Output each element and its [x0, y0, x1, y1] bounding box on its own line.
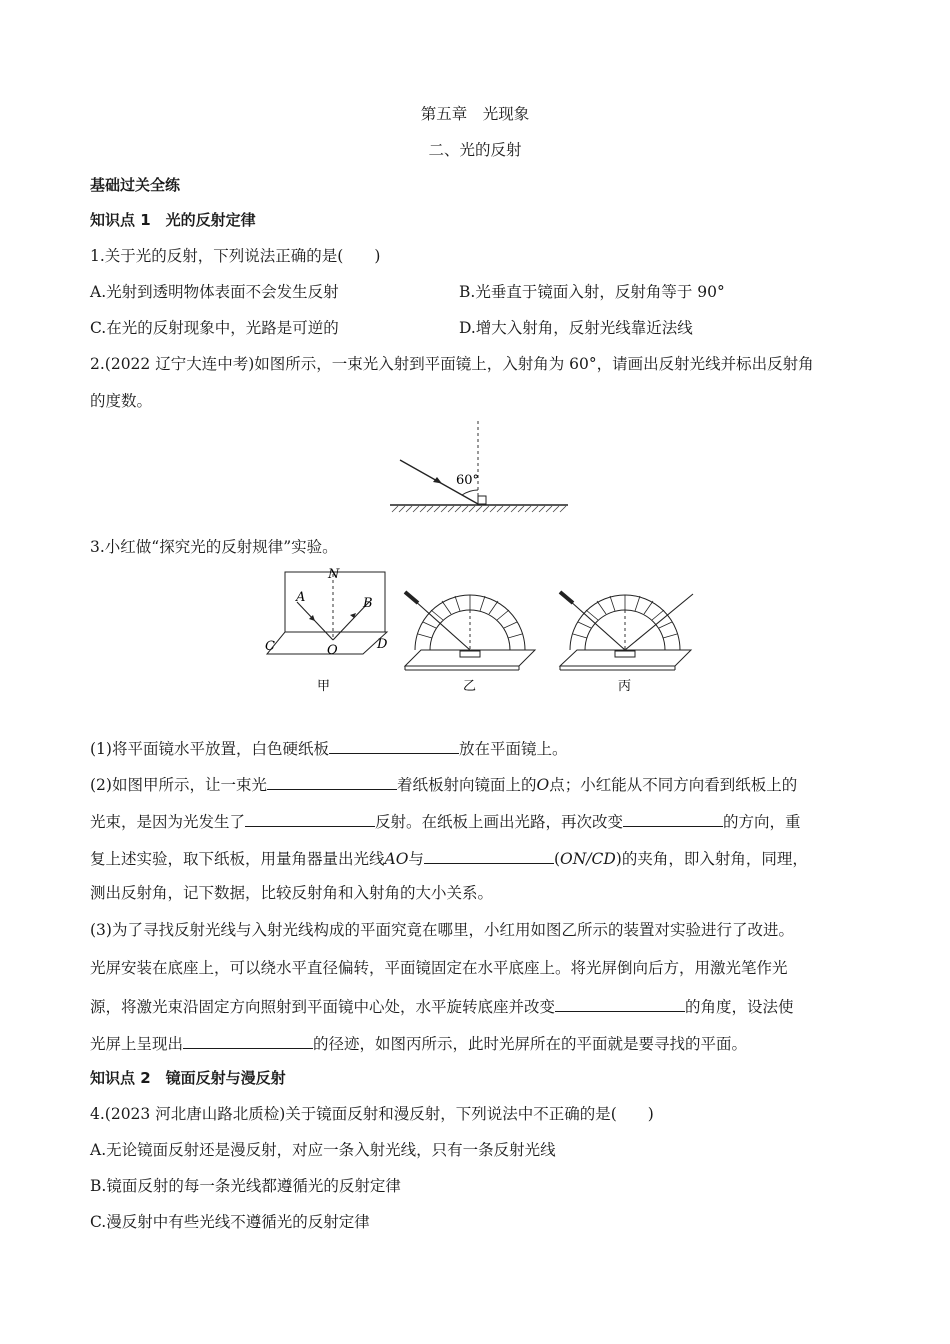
question-3-part-3-line-4: 光屏上呈现出 的径迹，如图丙所示，此时光屏所在的平面就是要寻找的平面。: [90, 1032, 747, 1054]
figure-jia: [265, 567, 388, 694]
label-b: B: [363, 596, 373, 611]
question-3-part-2-line-3: 复上述实验，取下纸板，用量角器量出光线AO与 (ON/CD)的夹角，即入射角，同理，: [90, 847, 808, 869]
answer-blank[interactable]: [623, 810, 723, 827]
answer-blank[interactable]: [245, 810, 375, 827]
chapter-title: 第五章 光现象: [420, 105, 530, 123]
caption-jia: 甲: [317, 679, 331, 694]
right-angle-mark: [478, 496, 486, 504]
question-4-option-a: A.无论镜面反射还是漫反射，对应一条入射光线，只有一条反射光线: [90, 1141, 556, 1159]
knowledge-point-2-heading: 知识点 2 镜面反射与漫反射: [90, 1069, 286, 1087]
question-1-option-a: A.光射到透明物体表面不会发生反射: [90, 283, 339, 301]
question-3-part-2-line-4: 测出反射角，记下数据，比较反射角和入射角的大小关系。: [90, 884, 494, 902]
question-2-line-1: 2.(2022 辽宁大连中考)如图所示，一束光入射到平面镜上，入射角为 60°，请画出反射光线并标出反射角: [90, 355, 814, 373]
answer-blank[interactable]: [267, 773, 397, 790]
question-1-stem: 1.关于光的反射，下列说法正确的是( ): [90, 247, 381, 265]
knowledge-point-1-heading: 知识点 1 光的反射定律: [90, 211, 256, 229]
answer-blank[interactable]: [424, 847, 554, 864]
mirror: [460, 651, 480, 657]
label-a: A: [296, 590, 306, 605]
question-3-part-3-line-3: 源，将激光束沿固定方向照射到平面镜中心处，水平旋转底座并改变 的角度，设法使: [90, 995, 794, 1017]
figure-yi: [405, 592, 535, 694]
answer-blank[interactable]: [183, 1032, 313, 1049]
question-3-part-2-line-1: (2)如图甲所示，让一束光 着纸板射向镜面上的O点；小红能从不同方向看到纸板上的: [90, 773, 797, 795]
question-3-part-3-line-2: 光屏安装在底座上，可以绕水平直径偏转，平面镜固定在水平底座上。将光屏倒向后方，用激光笔作光: [90, 959, 788, 977]
label-d: D: [377, 637, 388, 652]
answer-blank[interactable]: [555, 995, 685, 1012]
question-3-figure: [255, 562, 715, 702]
question-3-part-2-line-2: 光束，是因为光发生了 反射。在纸板上画出光路，再次改变 的方向，重: [90, 810, 801, 832]
question-2-figure: [380, 418, 580, 518]
question-3-part-3-line-1: (3)为了寻找反射光线与入射光线构成的平面究竟在哪里，小红用如图乙所示的装置对实验进行了改进。: [90, 921, 794, 939]
angle-label: 60°: [456, 473, 480, 488]
question-4-option-c: C.漫反射中有些光线不遵循光的反射定律: [90, 1213, 370, 1231]
question-1-option-c: C.在光的反射现象中，光路是可逆的: [90, 319, 339, 337]
section-title: 二、光的反射: [428, 141, 522, 159]
figure-bing: [560, 592, 693, 694]
caption-bing: 丙: [618, 679, 632, 694]
label-o: O: [327, 643, 338, 658]
label-n: N: [328, 567, 340, 582]
question-2-line-2: 的度数。: [90, 392, 153, 410]
question-4-stem: 4.(2023 河北唐山路北质检)关于镜面反射和漫反射，下列说法中不正确的是( ): [90, 1105, 654, 1123]
mirror-hatching: [392, 506, 566, 512]
incident-arrow: [433, 477, 442, 484]
question-1-option-d: D.增大入射角，反射光线靠近法线: [459, 319, 693, 337]
label-c: C: [265, 639, 275, 654]
question-4-option-b: B.镜面反射的每一条光线都遵循光的反射定律: [90, 1177, 401, 1195]
caption-yi: 乙: [463, 679, 477, 694]
answer-blank[interactable]: [329, 737, 459, 754]
question-3-part-1: (1)将平面镜水平放置，白色硬纸板 放在平面镜上。: [90, 737, 567, 759]
question-3-stem: 3.小红做“探究光的反射规律”实验。: [90, 538, 338, 556]
angle-arc: [462, 490, 478, 495]
laser-pen: [405, 592, 418, 603]
question-1-option-b: B.光垂直于镜面入射，反射角等于 90°: [459, 283, 725, 301]
practice-heading: 基础过关全练: [90, 176, 181, 194]
